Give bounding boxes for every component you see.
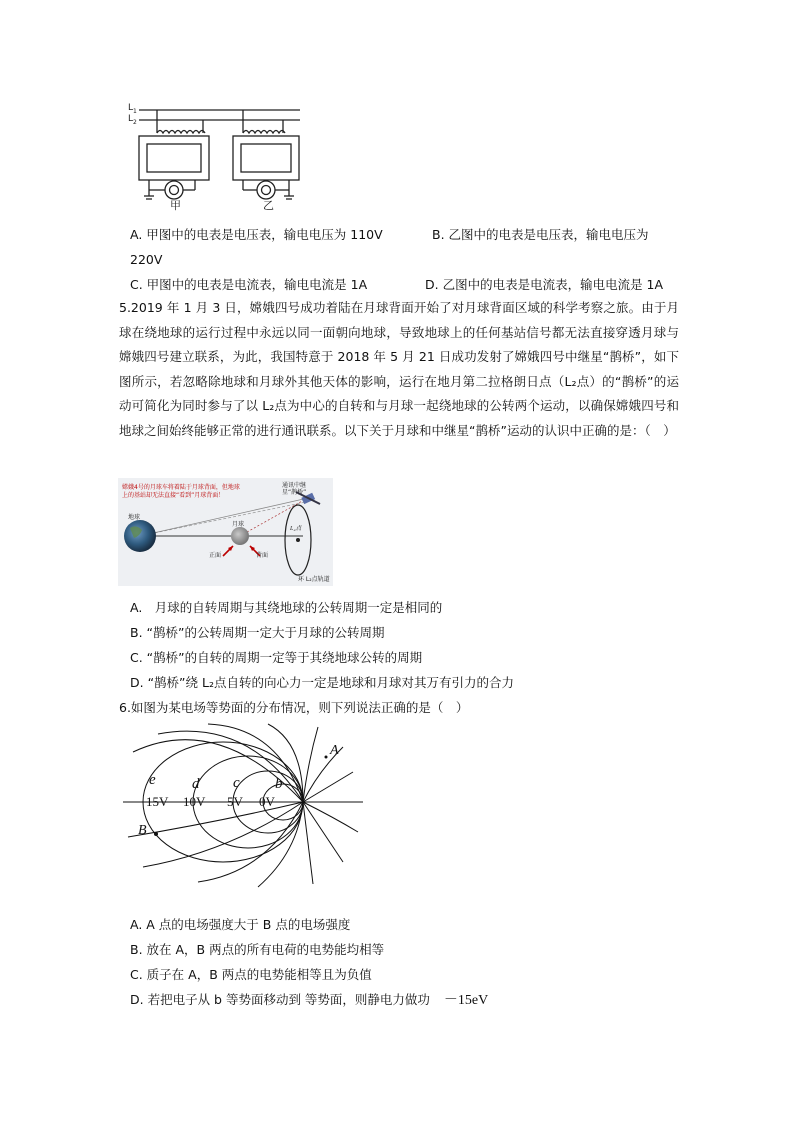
q5-option-d: D. “鹊桥”绕 L₂点自转的向心力一定是地球和月球对其万有引力的合力 xyxy=(130,675,514,690)
fig-caption-2: 上的基站却无法直接“看到”月球背面！ xyxy=(122,492,225,499)
point-B xyxy=(154,832,158,836)
q5-option-a: A. 月球的自转周期与其绕地球的公转周期一定是相同的 xyxy=(130,600,443,615)
label-b: b xyxy=(275,776,283,792)
relay-label-1: 通讯中继 xyxy=(282,482,307,489)
q5-stem: 5.2019 年 1 月 3 日，嫦娥四号成功着陆在月球背面开始了对月球背面区域的科学考察之旅。由于月球在绕地球的运行过程中永远以同一面朝向地球，导致地球上的任何基站信号都无法直接穿透月球与嫦娥四号建立联系，为此，我国特意于 2018 年 5 月 21 日成功发射了嫦娥四号中继星“鹊桥”，如下图所示，若忽略除地球和月球外其他天体的影响，运行在地月第二拉格朗日点（L₂点）的“鹊桥”的运动可简化为同时参与了以 L₂点为中心的自转和与月球一起绕地球的公转两个运动，以确保嫦娥四号和地球之间始终能够正常的进行通讯联系。以下关于月球和中继星“鹊桥”运动的认识中正确的是：（ ） xyxy=(119,300,679,438)
fig-caption-1: 嫦娥4号的月球车将着陆于月球背面，但地球 xyxy=(122,484,240,491)
q4-option-b-cont: 220V xyxy=(130,252,163,267)
earth-label: 地球 xyxy=(128,514,141,521)
line-label-l1: $L_1$ xyxy=(128,103,137,115)
voltage-e: 15V xyxy=(146,794,169,809)
q5-option-b: B. “鹊桥”的公转周期一定大于月球的公转周期 xyxy=(130,625,385,640)
q4-option-c: C. 甲图中的电表是电流表，输电电流是 1A xyxy=(130,277,368,292)
l2-label: L₂点 xyxy=(290,526,302,532)
point-A xyxy=(325,756,328,759)
transformer-figure xyxy=(125,100,305,215)
label-yi: 乙 xyxy=(263,199,274,212)
earth-moon-figure xyxy=(118,478,333,586)
front-label: 正面 xyxy=(209,552,222,559)
label-d: d xyxy=(192,776,200,792)
q6-stem: 6.如图为某电场等势面的分布情况，则下列说法正确的是（ ） xyxy=(119,700,469,715)
label-jia: 甲 xyxy=(170,199,181,212)
q5-option-c: C. “鹊桥”的自转的周期一定等于其绕地球公转的周期 xyxy=(130,650,423,665)
q6-option-d xyxy=(130,991,488,1010)
label-c: c xyxy=(233,775,240,791)
q6-option-b: B. 放在 A，B 两点的所有电荷的电势能均相等 xyxy=(130,942,385,957)
label-e: e xyxy=(149,772,156,788)
label-B: B xyxy=(138,823,147,838)
moon-icon xyxy=(231,527,249,545)
voltage-c: 5V xyxy=(227,794,243,809)
relay-label-2: 星“鹊桥” xyxy=(282,489,307,496)
voltage-d: 10V xyxy=(183,794,206,809)
voltage-b: 0V xyxy=(259,794,275,809)
earth-icon xyxy=(124,520,156,552)
line-label-l2: $L_2$ xyxy=(128,114,137,126)
q4-option-b: B. 乙图中的电表是电压表，输电电压为 xyxy=(432,227,649,242)
back-label: 背面 xyxy=(256,552,269,559)
q6-option-d-value: －15eV xyxy=(443,993,489,1008)
q4-option-a: A. 甲图中的电表是电压表，输电电压为 110V xyxy=(130,227,383,242)
q6-option-c: C. 质子在 A，B 两点的电势能相等且为负值 xyxy=(130,967,372,982)
q6-option-d-text: D. 若把电子从 b 等势面移动到 等势面，则静电力做功 xyxy=(130,992,430,1007)
moon-label: 月球 xyxy=(232,521,245,528)
label-A: A xyxy=(330,743,339,758)
q6-option-a: A. A 点的电场强度大于 B 点的电场强度 xyxy=(130,917,351,932)
q4-option-d: D. 乙图中的电表是电流表，输电电流是 1A xyxy=(425,277,664,292)
orbit-label: 环 L₂点轨道 xyxy=(298,576,330,583)
